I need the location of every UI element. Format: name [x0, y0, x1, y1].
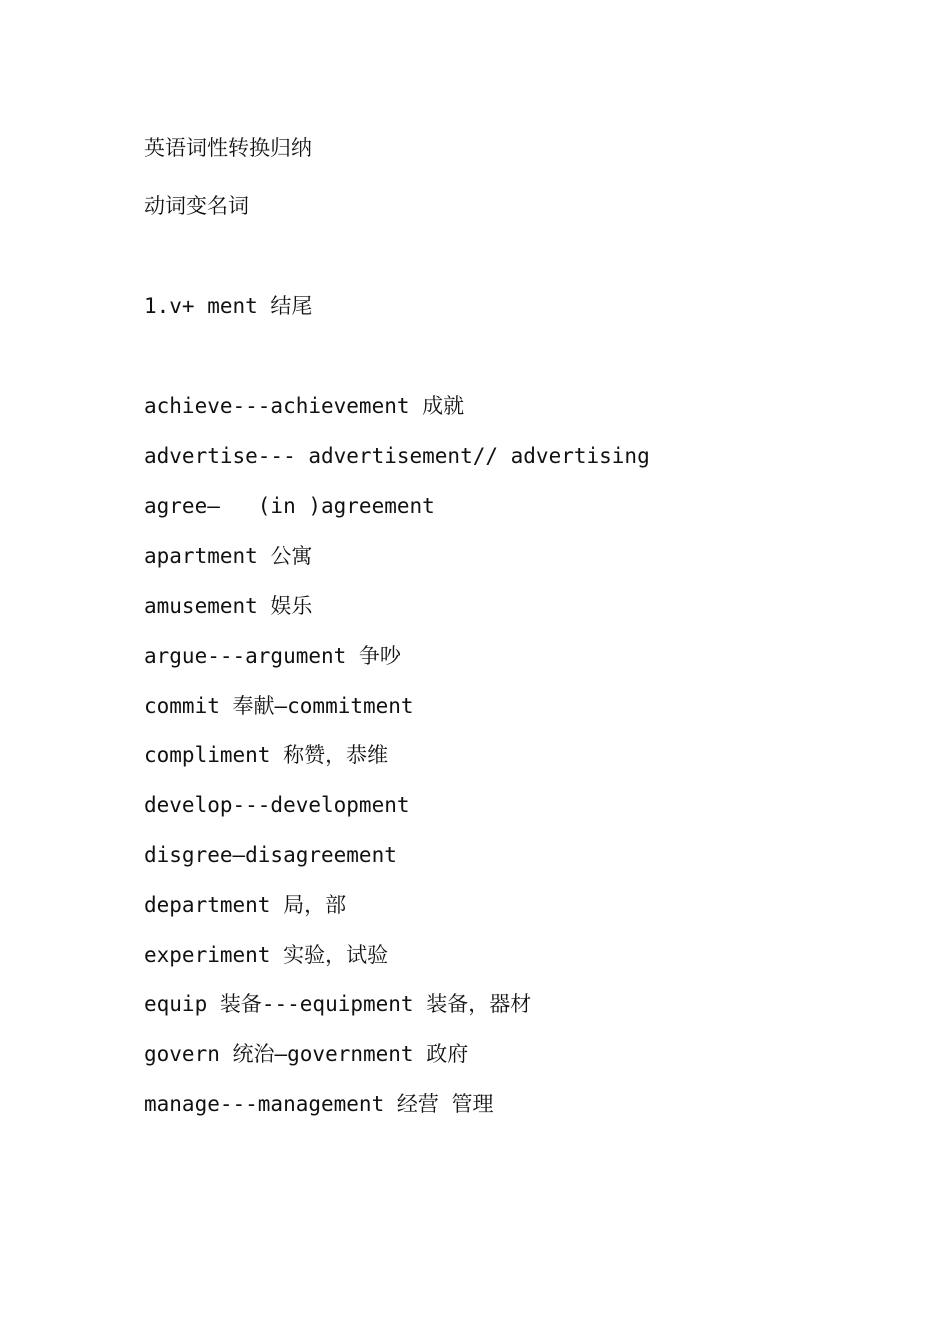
word-entry: amusement 娱乐: [144, 594, 313, 618]
word-entry: commit 奉献—commitment: [144, 694, 414, 718]
word-entry: agree— (in )agreement: [144, 494, 435, 518]
word-entry: achieve---achievement 成就: [144, 394, 465, 418]
word-entry: department 局，部: [144, 893, 347, 917]
word-entry: equip 装备---equipment 装备，器材: [144, 992, 532, 1016]
word-entry: experiment 实验，试验: [144, 943, 389, 967]
word-entry: advertise--- advertisement// advertising: [144, 444, 650, 468]
section-heading: 1.v+ ment 结尾: [144, 294, 313, 318]
word-entry: govern 统治—government 政府: [144, 1042, 469, 1066]
word-entry: argue---argument 争吵: [144, 644, 401, 668]
document-title: 英语词性转换归纳: [144, 136, 312, 160]
document-subtitle: 动词变名词: [144, 194, 249, 218]
word-entry: disgree—disagreement: [144, 843, 397, 867]
word-entry: develop---development: [144, 793, 410, 817]
word-entry: compliment 称赞，恭维: [144, 743, 389, 767]
word-entry: apartment 公寓: [144, 544, 313, 568]
word-entry: manage---management 经营 管理: [144, 1092, 494, 1116]
